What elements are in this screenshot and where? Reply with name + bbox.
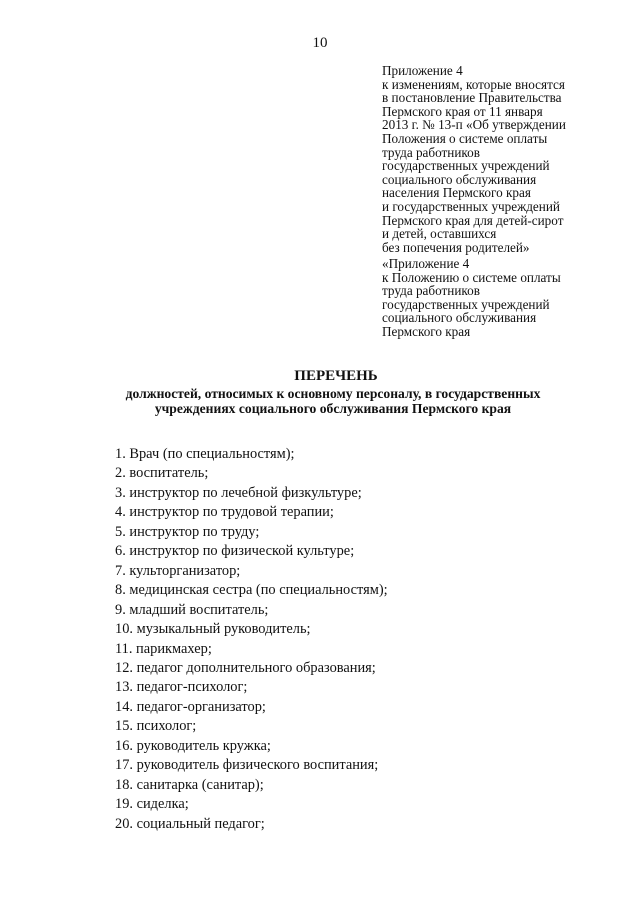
appendix-main-line: к изменениям, которые вносятся bbox=[382, 76, 565, 92]
appendix-main-line: Пермского края от 11 января bbox=[382, 103, 543, 119]
position-item: 3. инструктор по лечебной физкультуре; bbox=[115, 484, 362, 501]
position-item: 7. культорганизатор; bbox=[115, 562, 241, 579]
position-item: 16. руководитель кружка; bbox=[115, 737, 271, 754]
position-item: 11. парикмахер; bbox=[115, 640, 212, 657]
appendix-main bbox=[382, 64, 632, 254]
appendix-main-line: социального обслуживания bbox=[382, 171, 537, 187]
position-item: 2. воспитатель; bbox=[115, 465, 209, 482]
appendix-secondary-line: Пермского края bbox=[382, 323, 471, 339]
appendix-main-line: Положения о системе оплаты bbox=[382, 130, 548, 146]
position-item: 4. инструктор по трудовой терапии; bbox=[115, 504, 334, 521]
appendix-secondary bbox=[382, 257, 632, 339]
appendix-main-line: Пермского края для детей-сирот bbox=[382, 212, 564, 228]
position-item: 17. руководитель физического воспитания; bbox=[115, 757, 379, 774]
appendix-secondary-line: социального обслуживания bbox=[382, 310, 537, 326]
document-title: ПЕРЕЧЕНЬ bbox=[294, 368, 378, 384]
position-item: 6. инструктор по физической культуре; bbox=[115, 543, 355, 560]
position-item: 19. сиделка; bbox=[115, 796, 189, 813]
appendix-main-line: населения Пермского края bbox=[382, 185, 531, 201]
position-item: 1. Врач (по специальностям); bbox=[115, 446, 295, 462]
appendix-secondary-line: труда работников bbox=[382, 283, 480, 299]
position-item: 9. младший воспитатель; bbox=[115, 601, 269, 618]
appendix-main-line: Приложение 4 bbox=[382, 63, 463, 78]
appendix-main-line: в постановление Правительства bbox=[382, 90, 562, 106]
position-item: 8. медицинская сестра (по специальностям); bbox=[115, 582, 388, 599]
appendix-main-line: государственных учреждений bbox=[382, 158, 550, 174]
position-item: 14. педагог-организатор; bbox=[115, 698, 266, 715]
appendix-main-line: 2013 г. № 13-п «Об утверждении bbox=[382, 117, 566, 133]
document-subtitle-line: должностей, относимых к основному персоналу, в государственных bbox=[125, 386, 541, 401]
appendix-main-line: и детей, оставшихся bbox=[382, 226, 497, 242]
positions-list bbox=[115, 445, 388, 834]
position-item: 20. социальный педагог; bbox=[115, 815, 265, 832]
document-subtitle-line: учреждениях социального обслуживания Пермского края bbox=[154, 400, 512, 416]
position-item: 5. инструктор по труду; bbox=[115, 523, 260, 540]
position-item: 12. педагог дополнительного образования; bbox=[115, 659, 376, 676]
position-item: 10. музыкальный руководитель; bbox=[115, 621, 311, 638]
page-number: 10 bbox=[312, 35, 328, 51]
appendix-main-line: без попечения родителей» bbox=[382, 239, 530, 255]
appendix-secondary-line: к Положению о системе оплаты bbox=[382, 269, 561, 285]
document-subtitle bbox=[0, 387, 640, 416]
position-item: 18. санитарка (санитар); bbox=[115, 776, 264, 793]
appendix-main-line: и государственных учреждений bbox=[382, 198, 560, 214]
position-item: 13. педагог-психолог; bbox=[115, 679, 248, 696]
appendix-secondary-line: государственных учреждений bbox=[382, 296, 550, 312]
position-item: 15. психолог; bbox=[115, 718, 197, 735]
appendix-main-line: труда работников bbox=[382, 144, 480, 160]
appendix-secondary-line: «Приложение 4 bbox=[382, 256, 470, 271]
